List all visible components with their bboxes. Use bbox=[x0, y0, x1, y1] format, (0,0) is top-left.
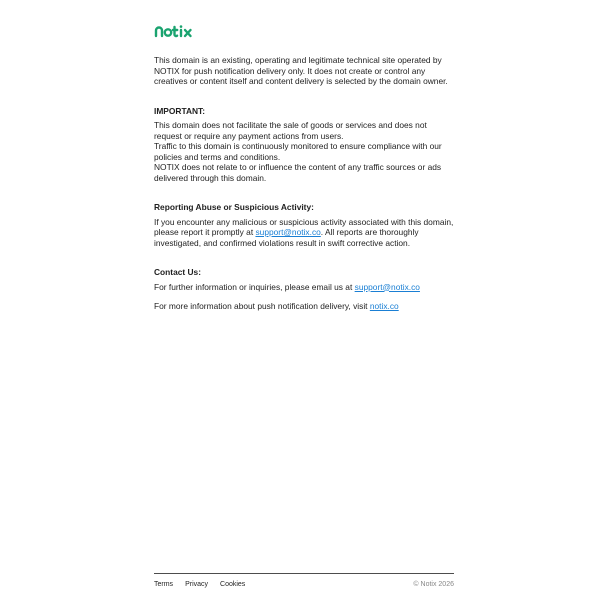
abuse-heading: Reporting Abuse or Suspicious Activity: bbox=[154, 202, 314, 212]
notix-logo-icon bbox=[154, 24, 196, 38]
footer-link-terms[interactable]: Terms bbox=[154, 581, 174, 588]
copyright: © Notix 2026 bbox=[413, 581, 454, 588]
footer-link-cookies[interactable]: Cookies bbox=[220, 581, 246, 588]
abuse-text bbox=[154, 217, 454, 249]
contact-site-line bbox=[154, 301, 454, 312]
abuse-email-link[interactable]: support@notix.co bbox=[255, 227, 321, 237]
footer bbox=[154, 573, 454, 589]
contact-section bbox=[154, 267, 454, 312]
abuse-text-before: If you encounter any malicious or suspicious activity associated with this domain, please report it promptly at bbox=[154, 216, 454, 237]
important-line: This domain does not facilitate the sale of goods or services and does not request or require any payment actions from users. bbox=[154, 120, 427, 141]
important-line: NOTIX does not relate to or influence the content of any traffic sources or ads delivered through this domain. bbox=[154, 162, 442, 183]
footer-links bbox=[154, 580, 245, 589]
important-heading: IMPORTANT: bbox=[154, 105, 206, 116]
contact-heading: Contact Us: bbox=[154, 267, 201, 277]
page-content bbox=[154, 22, 454, 331]
contact-email-link[interactable]: support@notix.co bbox=[354, 281, 420, 292]
footer-link-privacy[interactable]: Privacy bbox=[185, 581, 209, 588]
contact-site-text: For more information about push notification delivery, visit bbox=[154, 301, 370, 311]
contact-email-text: For further information or inquiries, please email us at bbox=[154, 281, 355, 292]
important-line: Traffic to this domain is continuously monitored to ensure compliance with our policies and terms and conditions. bbox=[154, 141, 442, 162]
intro-text: This domain is an existing, operating and legitimate technical site operated by NOTIX for push notification delivery only. It does not create or control any creatives or content itself and content delivery is selected by the domain owner. bbox=[154, 55, 448, 86]
contact-email-line bbox=[154, 282, 454, 293]
notix-logo[interactable] bbox=[154, 22, 454, 40]
abuse-text-after: . All reports are thoroughly investigated, and confirmed violations result in swift corrective action. bbox=[154, 227, 419, 248]
notix-site-link[interactable]: notix.co bbox=[369, 301, 399, 311]
abuse-section bbox=[154, 202, 454, 248]
important-section bbox=[154, 106, 454, 184]
